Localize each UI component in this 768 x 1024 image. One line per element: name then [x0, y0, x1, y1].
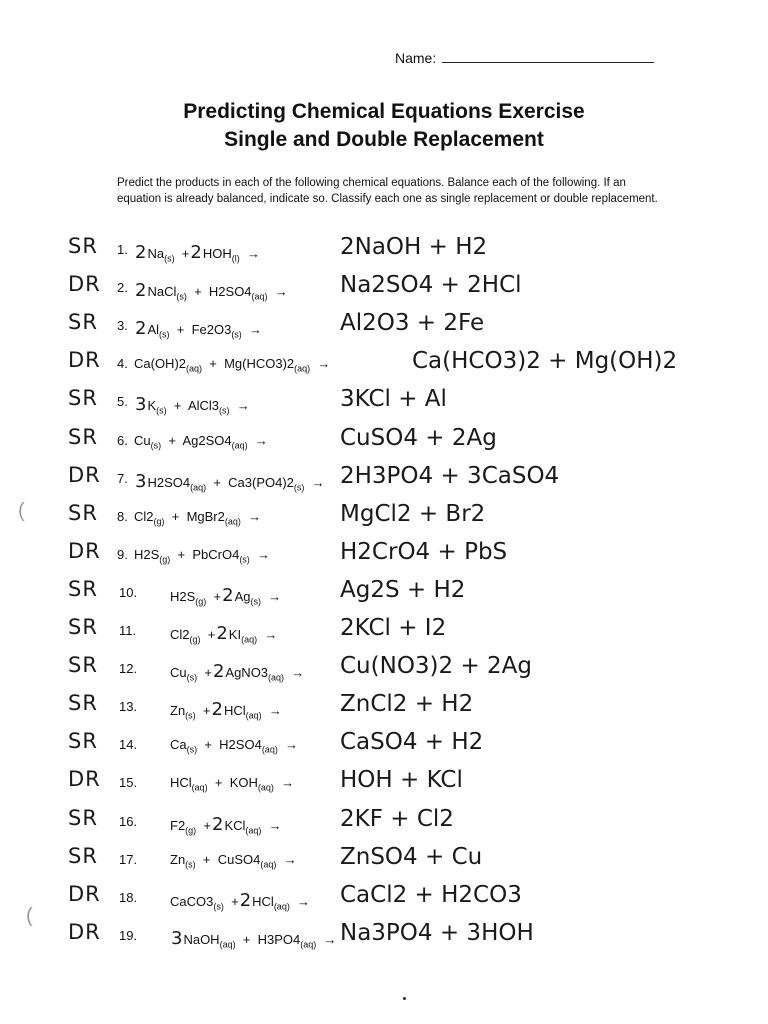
reactant-1: Ca: [170, 737, 187, 753]
state-label: (aq): [268, 672, 285, 683]
classification-label: SR: [68, 691, 98, 716]
reactants: [170, 623, 277, 645]
reactants: [134, 394, 250, 416]
reactants: [134, 280, 288, 302]
reactant-2: KCl: [224, 817, 246, 833]
plus-sign: +: [223, 893, 239, 909]
arrow-icon: →: [229, 398, 250, 414]
equation-row: [0, 689, 768, 727]
classification-label: SR: [68, 234, 98, 258]
reactants: [134, 547, 270, 565]
handwritten-products: 2H3PO4 + 3CaSO4: [340, 462, 560, 489]
plus-sign: +: [196, 817, 211, 833]
handwritten-products: Cu(NO3)2 + 2Ag: [340, 653, 533, 680]
reactant-1: H2S: [134, 546, 160, 562]
plus-sign: +: [206, 588, 222, 604]
reactant-1: Ca(OH)2: [134, 356, 187, 372]
state-label: (s): [159, 329, 170, 340]
state-label: (s): [239, 554, 250, 565]
equation-number: 10.: [119, 584, 138, 600]
coefficient: 2: [135, 280, 147, 302]
equation-number: 17.: [119, 851, 138, 867]
equation-row: [0, 575, 768, 613]
equation-number: 18.: [119, 889, 138, 905]
state-label: (s): [185, 859, 196, 870]
state-label: (s): [185, 710, 196, 721]
handwritten-products: Ca(HCO3)2 + Mg(OH)2: [412, 348, 678, 375]
equation-row: [0, 499, 768, 537]
equation-number: 1.: [117, 242, 128, 257]
handwritten-products: ZnCl2 + H2: [340, 691, 474, 718]
equation-row: [0, 727, 768, 765]
state-label: (s): [164, 253, 175, 264]
state-label: (s): [176, 291, 187, 302]
reactant-2: HCl: [223, 703, 246, 719]
margin-mark: (: [18, 500, 25, 522]
coefficient: 2: [135, 242, 147, 263]
state-label: (s): [186, 744, 198, 755]
classification-label: SR: [68, 500, 98, 525]
state-label: (aq): [294, 363, 311, 374]
state-label: (aq): [219, 939, 236, 950]
reactant-2: CuSO4: [217, 851, 261, 867]
plus-sign: +: [166, 398, 188, 414]
reactant-1: Cl2: [134, 508, 154, 524]
margin-mark: (: [26, 905, 33, 927]
handwritten-products: H2CrO4 + PbS: [340, 538, 508, 565]
equation-row: [0, 461, 768, 499]
reactant-1: Cu: [134, 432, 151, 448]
equation-number: 15.: [119, 775, 138, 791]
handwritten-products: CuSO4 + 2Ag: [340, 424, 497, 451]
classification-label: SR: [68, 576, 98, 601]
plus-sign: +: [195, 851, 218, 867]
plus-sign: +: [197, 665, 212, 681]
reactant-1: Al: [147, 322, 160, 338]
equation-row: [0, 537, 768, 575]
handwritten-products: 2NaOH + H2: [340, 234, 488, 260]
state-label: (g): [189, 634, 201, 645]
equation-row: [0, 423, 768, 461]
reactant-2: Ag: [234, 588, 251, 604]
arrow-icon: →: [267, 284, 288, 300]
reactant-2: H3PO4: [257, 931, 301, 947]
reactant-2: HCl: [252, 893, 274, 909]
equation-row: [0, 842, 768, 880]
arrow-icon: →: [261, 817, 282, 833]
title-line-2: Single and Double Replacement: [224, 128, 544, 151]
reactant-1: CaCO3: [170, 893, 214, 909]
reactant-2: MgBr2: [186, 508, 225, 524]
reactant-1: Cl2: [170, 627, 190, 642]
handwritten-products: Ag2S + H2: [340, 576, 466, 603]
state-label: (s): [250, 596, 261, 607]
coefficient: 3: [171, 927, 183, 949]
equation-row: [0, 232, 768, 270]
equation-row: [0, 918, 768, 956]
reactant-1: Na: [147, 246, 165, 261]
state-label: (l): [231, 253, 240, 264]
arrow-icon: →: [261, 703, 282, 719]
handwritten-products: 2KF + Cl2: [340, 805, 454, 832]
reactant-2: AgNO3: [225, 665, 269, 681]
state-label: (s): [219, 405, 230, 416]
arrow-icon: →: [316, 931, 337, 947]
coefficient: 3: [135, 470, 147, 492]
state-label: (aq): [260, 859, 277, 870]
page-dot: [403, 997, 406, 1000]
reactant-2: KI: [228, 627, 242, 642]
reactant-2: AlCl3: [187, 398, 220, 414]
reactant-1: F2: [170, 817, 186, 833]
reactant-2: H2SO4: [208, 284, 252, 300]
handwritten-products: 3KCl + Al: [340, 386, 447, 413]
equation-number: 4.: [117, 356, 128, 372]
equation-number: 13.: [119, 699, 138, 715]
reactants: [134, 471, 325, 493]
name-label: Name:: [395, 50, 437, 66]
arrow-icon: →: [240, 508, 262, 524]
title-line-1: Predicting Chemical Equations Exercise: [183, 100, 585, 123]
plus-sign: +: [169, 322, 192, 338]
state-label: (aq): [257, 782, 274, 793]
handwritten-products: CaSO4 + H2: [340, 729, 484, 756]
equation-number: 16.: [119, 813, 138, 829]
classification-label: DR: [68, 538, 101, 563]
equation-row: [0, 765, 768, 803]
state-label: (aq): [231, 440, 248, 451]
reactants: [134, 509, 261, 527]
reactants: [134, 242, 260, 264]
reactant-1: K: [147, 398, 157, 414]
reactant-2: Ag2SO4: [182, 432, 232, 448]
equation-row: [0, 804, 768, 842]
reactant-2: H2SO4: [219, 737, 262, 753]
arrow-icon: →: [241, 322, 263, 338]
reactants: [170, 928, 337, 950]
state-label: (g): [185, 825, 197, 836]
reactant-2: KOH: [229, 775, 258, 791]
classification-label: SR: [68, 653, 98, 678]
reactants: [170, 814, 282, 836]
equation-number: 7.: [117, 470, 128, 486]
state-label: (s): [231, 329, 242, 340]
arrow-icon: →: [284, 665, 305, 681]
handwritten-products: 2KCl + I2: [340, 615, 447, 641]
plus-sign: +: [164, 508, 187, 524]
handwritten-products: HOH + KCl: [340, 767, 463, 794]
equation-number: 19.: [119, 927, 138, 943]
classification-label: DR: [68, 272, 101, 297]
plus-sign: +: [170, 546, 193, 562]
plus-sign: +: [200, 627, 216, 642]
reactant-1: NaCl: [147, 284, 177, 300]
equation-number: 11.: [119, 623, 137, 638]
handwritten-products: Na3PO4 + 3HOH: [340, 919, 534, 946]
reactant-1: NaOH: [183, 931, 220, 947]
arrow-icon: →: [289, 893, 311, 909]
state-label: (aq): [241, 634, 258, 645]
coefficient: 2: [212, 813, 224, 835]
arrow-icon: →: [249, 546, 271, 562]
equation-number: 9.: [117, 546, 128, 562]
handwritten-products: MgCl2 + Br2: [340, 500, 486, 527]
classification-label: SR: [68, 805, 98, 830]
classification-label: DR: [68, 919, 101, 944]
arrow-icon: →: [310, 356, 331, 372]
plus-sign: +: [235, 931, 258, 947]
reactant-2: HOH: [202, 246, 232, 261]
handwritten-products: Al2O3 + 2Fe: [340, 310, 485, 337]
plus-sign: +: [197, 737, 220, 753]
state-label: (aq): [300, 939, 317, 950]
classification-label: DR: [68, 767, 101, 792]
classification-label: DR: [68, 348, 101, 373]
reactant-1: H2S: [170, 588, 196, 604]
arrow-icon: →: [277, 737, 299, 753]
reactants: [170, 737, 298, 755]
classification-label: SR: [68, 615, 98, 639]
state-label: (aq): [224, 516, 241, 527]
equation-row: [0, 613, 768, 651]
reactant-2: Ca3(PO4)2: [228, 474, 294, 490]
plus-sign: +: [207, 775, 230, 791]
equation-row: [0, 384, 768, 422]
equation-row: [0, 880, 768, 918]
reactants: [170, 661, 304, 683]
state-label: (g): [195, 596, 207, 607]
arrow-icon: →: [273, 775, 295, 791]
equation-row: [0, 346, 768, 384]
coefficient: 2: [216, 623, 228, 644]
plus-sign: +: [206, 474, 229, 490]
classification-label: SR: [68, 843, 98, 868]
reactants: [134, 356, 330, 374]
plus-sign: +: [195, 703, 211, 719]
state-label: (aq): [273, 901, 290, 912]
reactant-1: Zn: [170, 851, 186, 867]
equation-number: 12.: [119, 661, 138, 677]
coefficient: 2: [135, 318, 147, 340]
reactant-2: Mg(HCO3)2: [224, 356, 295, 372]
plus-sign: +: [186, 284, 209, 300]
reactants: [170, 775, 294, 793]
arrow-icon: →: [239, 246, 260, 261]
reactants: [170, 852, 297, 870]
reactant-2: Fe2O3: [191, 322, 232, 338]
classification-label: DR: [68, 462, 101, 487]
state-label: (aq): [245, 710, 262, 721]
state-label: (aq): [190, 482, 207, 493]
classification-label: SR: [68, 729, 98, 754]
equation-row: [0, 270, 768, 308]
plus-sign: +: [202, 356, 225, 372]
reactant-2: PbCrO4: [192, 546, 240, 562]
classification-label: SR: [68, 310, 98, 335]
equation-row: [0, 651, 768, 689]
state-label: (g): [159, 554, 171, 565]
reactant-1: Zn: [170, 703, 186, 719]
state-label: (s): [186, 672, 198, 683]
classification-label: SR: [68, 424, 98, 449]
instructions: Predict the products in each of the following chemical equations. Balance each of the following. If an equation is already balanced, indicate so. Classify each one as single replacement or double replacement.: [117, 177, 658, 205]
classification-label: SR: [68, 386, 98, 411]
equation-number: 14.: [119, 737, 138, 753]
plus-sign: +: [161, 432, 183, 448]
state-label: (s): [213, 901, 224, 912]
equation-number: 3.: [117, 318, 128, 334]
coefficient: 3: [135, 394, 147, 416]
state-label: (aq): [251, 291, 268, 302]
equation-number: 8.: [117, 508, 128, 524]
state-label: (s): [293, 482, 305, 493]
handwritten-products: ZnSO4 + Cu: [340, 843, 483, 870]
equation-number: 2.: [117, 280, 128, 296]
reactant-1: H2SO4: [147, 474, 191, 490]
reactants: [134, 433, 268, 451]
plus-sign: +: [174, 246, 190, 261]
arrow-icon: →: [304, 474, 325, 490]
handwritten-products: CaCl2 + H2CO3: [340, 881, 522, 908]
reactants: [134, 318, 262, 340]
state-label: (g): [153, 516, 165, 527]
equation-number: 5.: [117, 394, 128, 410]
coefficient: 2: [222, 584, 234, 606]
state-label: (aq): [191, 782, 208, 793]
state-label: (aq): [245, 825, 262, 836]
reactants: [170, 890, 310, 912]
arrow-icon: →: [247, 432, 268, 448]
state-label: (s): [150, 440, 162, 451]
state-label: (aq): [186, 363, 203, 374]
arrow-icon: →: [260, 588, 282, 604]
classification-label: DR: [68, 881, 101, 906]
equation-row: [0, 308, 768, 346]
handwritten-products: Na2SO4 + 2HCl: [340, 272, 522, 299]
coefficient: 2: [190, 242, 202, 263]
reactants: [170, 699, 282, 721]
reactant-1: HCl: [170, 775, 192, 791]
coefficient: 2: [212, 661, 225, 683]
equation-number: 6.: [117, 432, 128, 448]
arrow-icon: →: [257, 627, 278, 642]
reactants: [170, 585, 281, 607]
arrow-icon: →: [276, 851, 297, 867]
coefficient: 2: [239, 889, 252, 911]
state-label: (aq): [261, 744, 278, 755]
state-label: (s): [156, 405, 167, 416]
reactant-1: Cu: [170, 665, 187, 681]
coefficient: 2: [211, 699, 223, 721]
